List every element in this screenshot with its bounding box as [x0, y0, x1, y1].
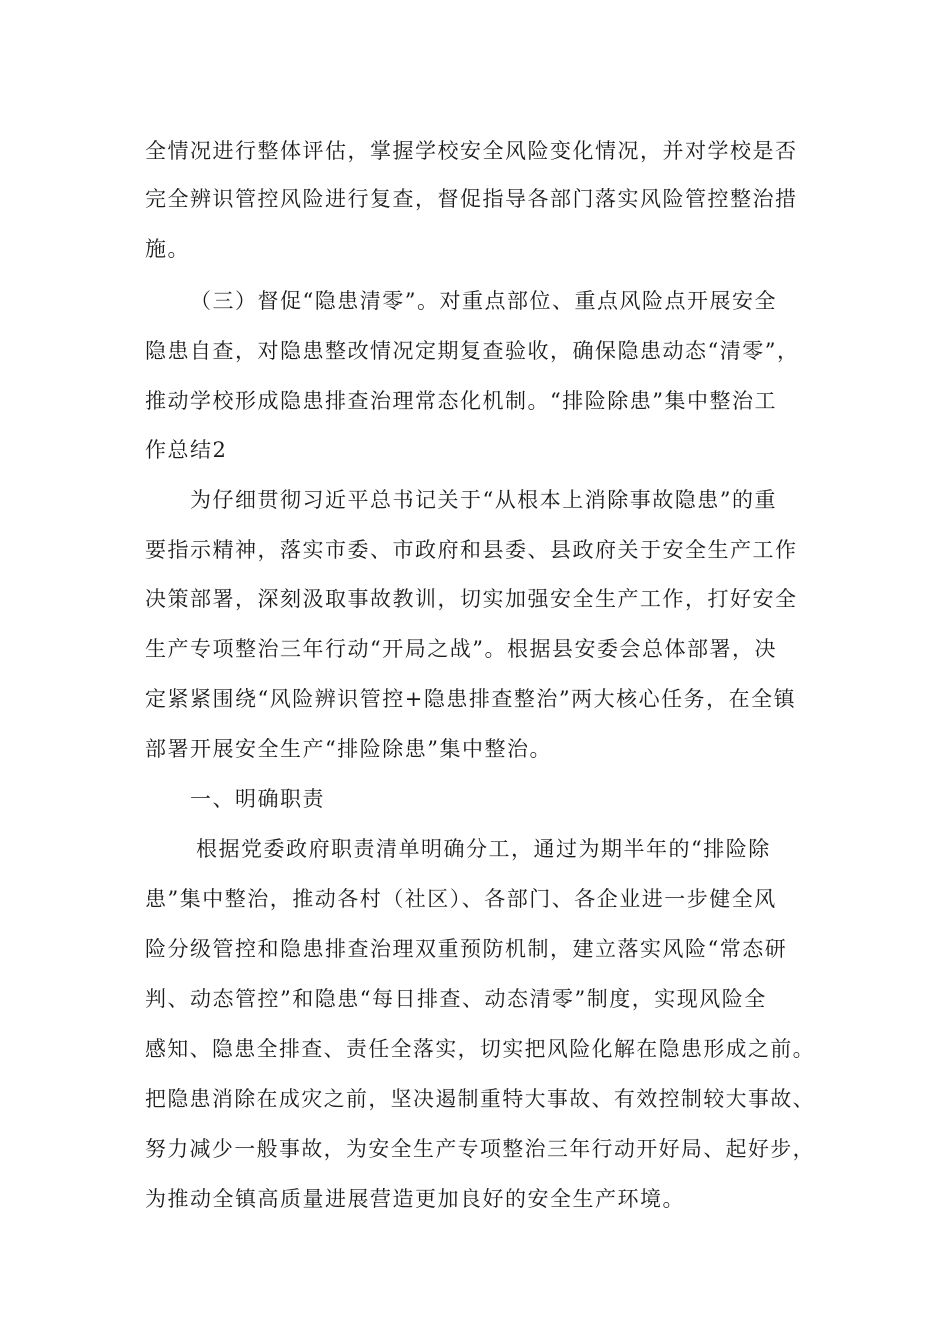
text-line: 作总结2 [145, 438, 228, 462]
text-line: 为推动全镇高质量进展营造更加良好的安全生产环境。 [145, 1187, 685, 1211]
text-line: 完全辨识管控风险进行复查，督促指导各部门落实风险管控整治措 [145, 187, 798, 211]
text-line: 要指示精神，落实市委、市政府和县委、县政府关于安全生产工作 [145, 538, 798, 562]
text-line: 判、动态管控”和隐患“每日排查、动态清零”制度，实现风险全 [145, 987, 767, 1011]
text-line: 根据党委政府职责清单明确分工，通过为期半年的“排险除 [196, 837, 771, 861]
text-line: 患”集中整治，推动各村（社区）、各部门、各企业进一步健全风 [145, 887, 777, 911]
text-line: 定紧紧围绕“风险辨识管控+隐患排查整治”两大核心任务，在全镇 [145, 687, 797, 711]
text-line: 把隐患消除在成灾之前，坚决遏制重特大事故、有效控制较大事故、 [145, 1087, 816, 1111]
text-line: 努力减少一般事故，为安全生产专项整治三年行动开好局、起好步， [145, 1137, 816, 1161]
text-line: 决策部署，深刻汲取事故教训，切实加强安全生产工作，打好安全 [145, 587, 798, 611]
text-line: 部署开展安全生产“排险除患”集中整治。 [145, 737, 552, 761]
text-line: 全情况进行整体评估，掌握学校安全风险变化情况，并对学校是否 [145, 139, 798, 163]
text-line: 为仔细贯彻习近平总书记关于“从根本上消除事故隐患”的重 [190, 488, 777, 512]
text-line: 推动学校形成隐患排查治理常态化机制。“排险除患”集中整治工 [145, 389, 777, 413]
text-line: 隐患自查，对隐患整改情况定期复查验收，确保隐患动态“清零”， [145, 339, 800, 363]
text-line: 险分级管控和隐患排查治理双重预防机制，建立落实风险“常态研 [145, 937, 788, 961]
text-line: 施。 [145, 237, 190, 261]
text-line: 感知、隐患全排查、责任全落实，切实把风险化解在隐患形成之前。 [145, 1037, 816, 1061]
text-line: 生产专项整治三年行动“开局之战”。根据县安委会总体部署，决 [145, 637, 777, 661]
section-heading: 一、明确职责 [190, 787, 325, 811]
text-line: （三）督促“隐患清零”。对重点部位、重点风险点开展安全 [190, 289, 777, 313]
